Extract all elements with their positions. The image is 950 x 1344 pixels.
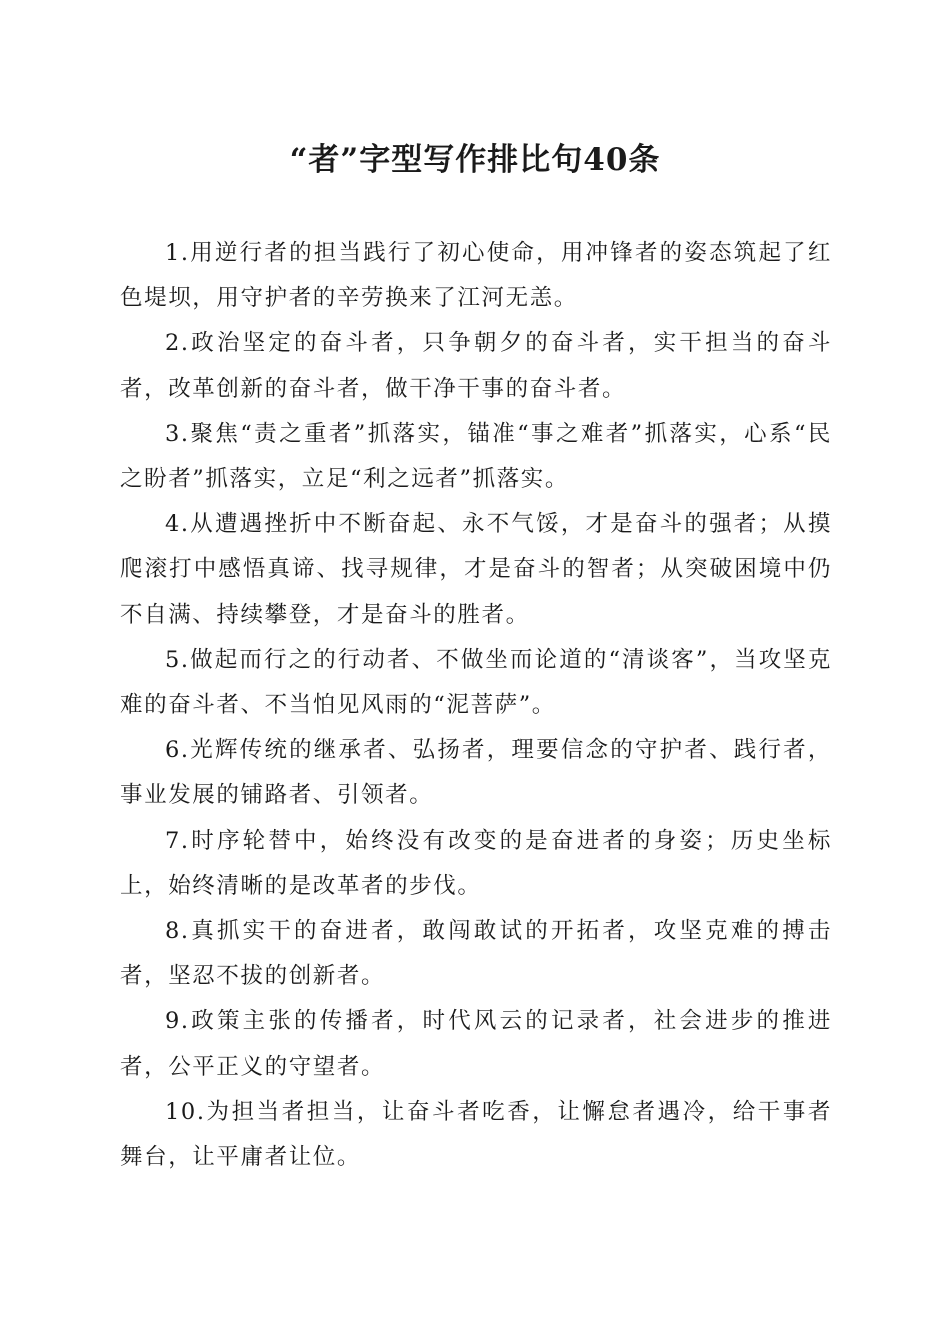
list-item: 5.做起而行之的行动者、不做坐而论道的“清谈客”，当攻坚克难的奋斗者、不当怕见风雨的“泥菩萨”。 <box>120 646 832 719</box>
list-item: 4.从遭遇挫折中不断奋起、永不气馁，才是奋斗的强者；从摸爬滚打中感悟真谛、找寻规律，才是奋斗的智者；从突破困境中仍不自满、持续攀登，才是奋斗的胜者。 <box>120 511 832 628</box>
list-item: 10.为担当者担当，让奋斗者吃香，让懈怠者遇冷，给干事者舞台，让平庸者让位。 <box>120 1098 832 1171</box>
list-item: 9.政策主张的传播者，时代风云的记录者，社会进步的推进者，公平正义的守望者。 <box>120 1008 832 1080</box>
list-item: 2.政治坚定的奋斗者，只争朝夕的奋斗者，实干担当的奋斗者，改革创新的奋斗者，做干净干事的奋斗者。 <box>120 330 832 402</box>
list-item: 3.聚焦“责之重者”抓落实，锚准“事之难者”抓落实，心系“民之盼者”抓落实，立足“利之远者”抓落实。 <box>120 420 832 493</box>
list-item: 7.时序轮替中，始终没有改变的是奋进者的身姿；历史坐标上，始终清晰的是改革者的步伐。 <box>120 827 832 899</box>
list-item: 6.光辉传统的继承者、弘扬者，理要信念的守护者、践行者，事业发展的铺路者、引领者。 <box>120 737 832 809</box>
document-body <box>120 231 832 1180</box>
list-item: 1.用逆行者的担当践行了初心使命，用冲锋者的姿态筑起了红色堤坝，用守护者的辛劳换来了江河无恙。 <box>120 240 832 312</box>
list-item: 8.真抓实干的奋进者，敢闯敢试的开拓者，攻坚克难的搏击者，坚忍不拔的创新者。 <box>120 918 832 990</box>
document-title: “者”字型写作排比句40条 <box>289 142 661 178</box>
